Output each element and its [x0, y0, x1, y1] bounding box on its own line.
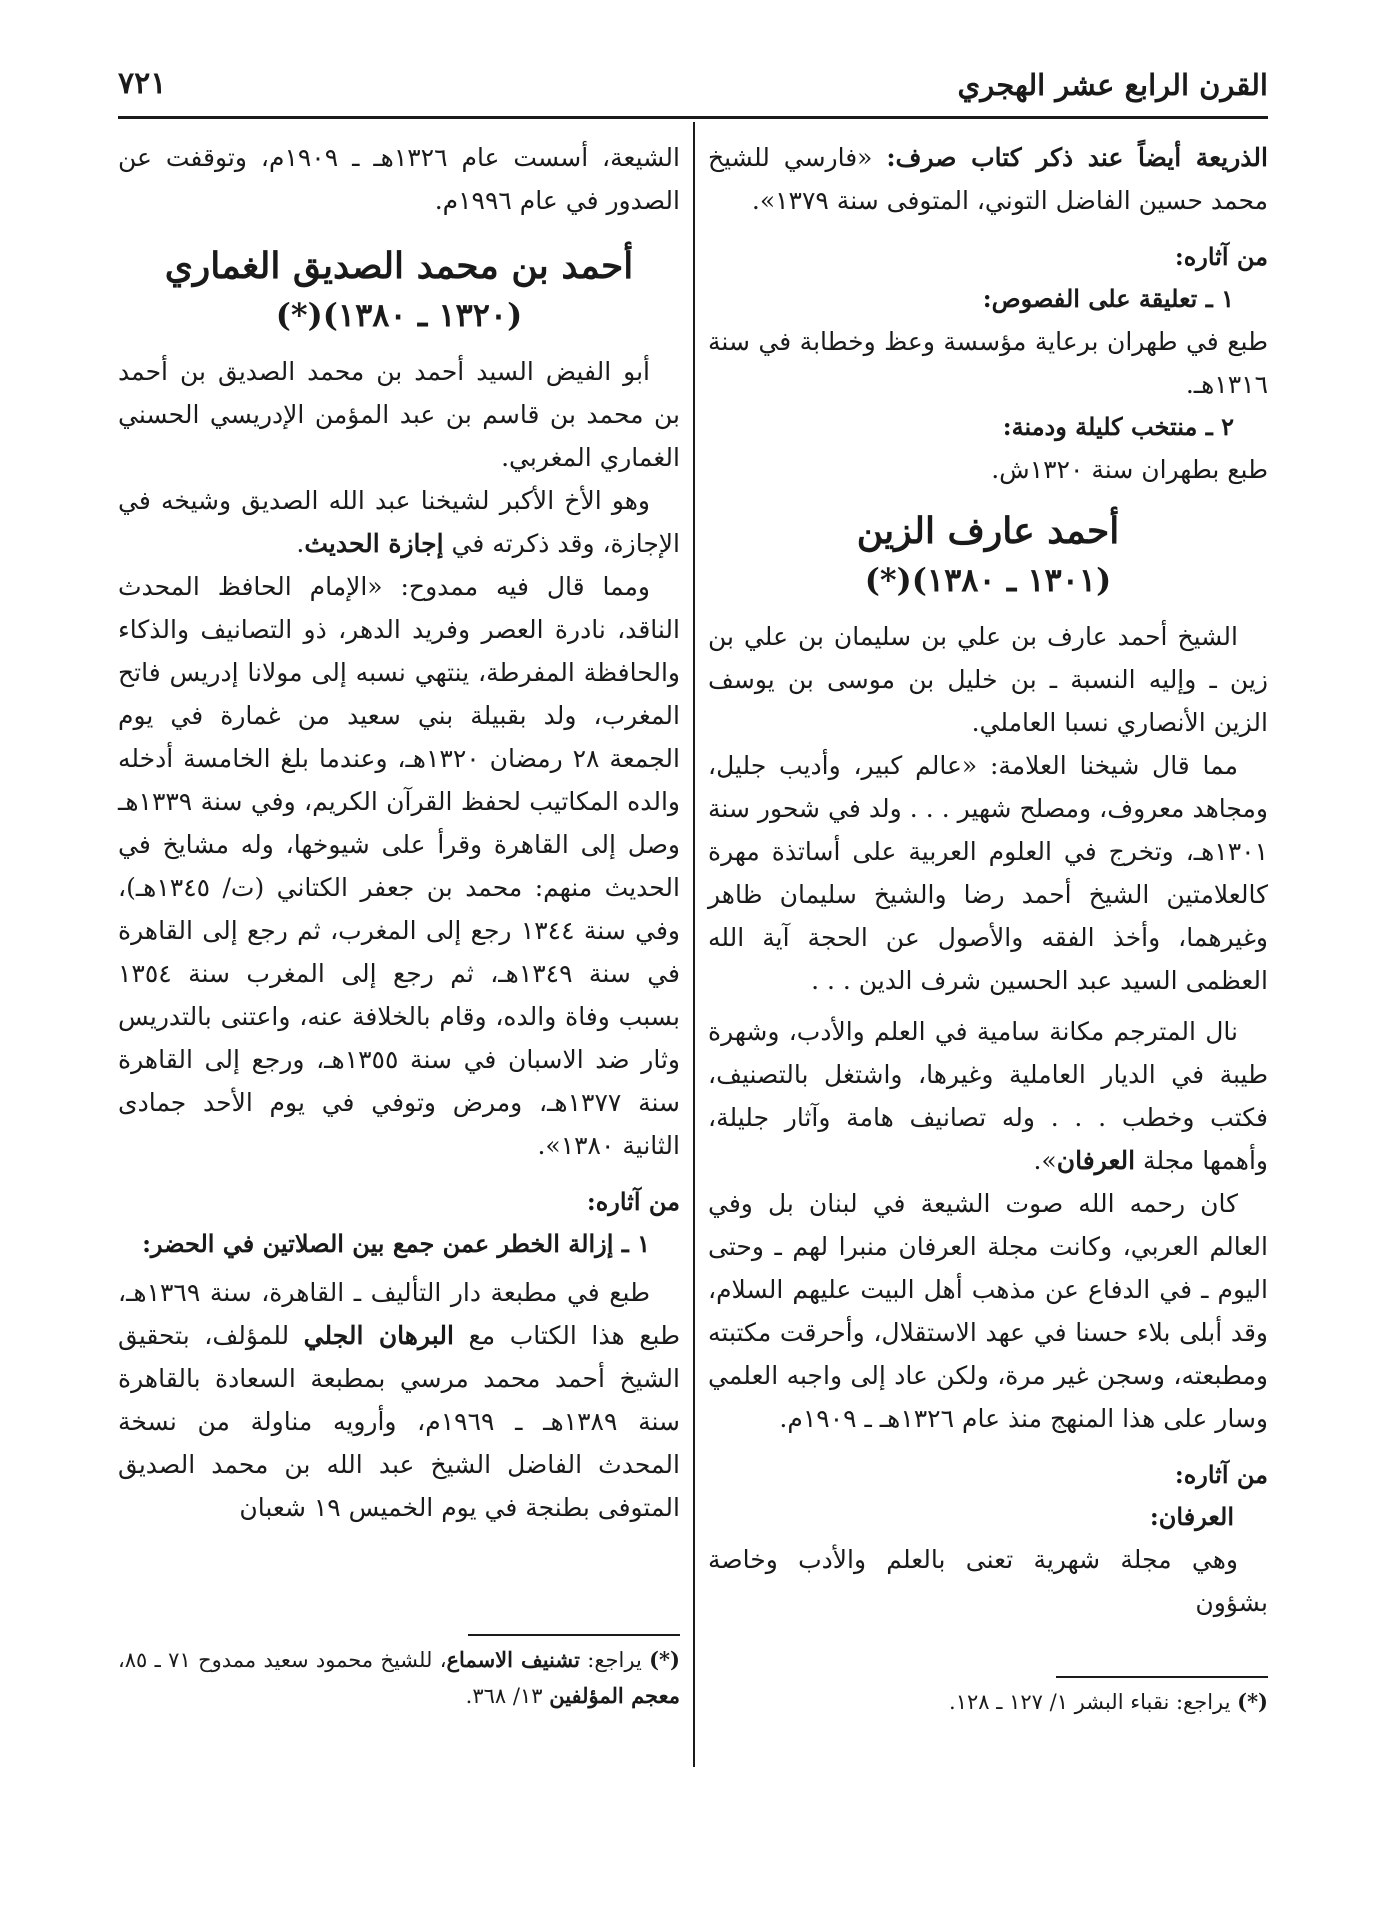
right-column: [708, 136, 1268, 1624]
emphasis: العرفان: [1056, 1146, 1136, 1175]
emphasis: تشنيف الاسماع: [446, 1647, 580, 1672]
bio-paragraph: أبو الفيض السيد أحمد بن محمد الصديق بن أحمد بن محمد بن قاسم بن عبد المؤمن الإدريسي الحسني الغماري المغربي.: [118, 357, 680, 472]
footnote-rule: [468, 1634, 680, 1636]
emphasis: إجازة الحديث: [304, 529, 444, 558]
entry-heading: أحمد بن محمد الصديق الغماري: [164, 245, 634, 287]
entry-heading: أحمد عارف الزين: [856, 510, 1120, 552]
work-body: طبع في طهران برعاية مؤسسة وعظ وخطابة في سنة ١٣١٦هـ.: [708, 327, 1268, 399]
text-run: ، للشيخ محمود سعيد ممدوح ٧١ ـ ٨٥،: [118, 1648, 447, 1672]
bio-paragraph: الشيخ أحمد عارف بن علي بن سليمان بن علي بن زين ـ وإليه النسبة ـ بن خليل بن موسى بن يوسف الزين الأنصاري نسبا العاملي.: [708, 622, 1268, 737]
text-run: .: [296, 529, 305, 558]
intro-rest: «فارسي للشيخ محمد حسين الفاضل التوني، المتوفى سنة ١٣٧٩».: [708, 143, 1268, 215]
continuation-paragraph: الشيعة، أسست عام ١٣٢٦هـ ـ ١٩٠٩م، وتوقفت عن الصدور في عام ١٩٩٦م.: [118, 143, 680, 215]
page-number: ٧٢١: [118, 66, 167, 101]
footnote: [708, 1684, 1268, 1720]
work-body: طبع بطهران سنة ١٣٢٠ش.: [991, 455, 1268, 484]
work-title: ١ ـ تعليقة على الفصوص:: [982, 284, 1234, 313]
column-divider: [693, 122, 695, 1767]
works-label: من آثاره:: [1174, 242, 1268, 271]
text-run: ».: [1033, 1146, 1057, 1175]
emphasis: البرهان الجلي: [303, 1321, 454, 1350]
running-title: القرن الرابع عشر الهجري: [957, 68, 1268, 102]
bio-paragraph: [118, 479, 680, 565]
text-run: طبع في مطبعة دار التأليف ـ القاهرة، سنة ١٣٦٩هـ، طبع هذا الكتاب مع: [118, 1278, 680, 1350]
entry-dates: (١٣٠١ ـ ١٣٨٠)(*): [864, 561, 1112, 599]
text-run: نال المترجم مكانة سامية في العلم والأدب، وشهرة طيبة في الديار العاملية وغيرها، واشتغل بالتصنيف، فكتب وخطب . . . وله تصانيف هامة وآثار جليلة، وأهمها مجلة: [708, 1017, 1268, 1175]
footnote-text: يراجع: نقباء البشر ١/ ١٢٧ ـ ١٢٨.: [949, 1690, 1238, 1714]
bio-paragraph: مما قال شيخنا العلامة: «عالم كبير، وأديب جليل، ومجاهد معروف، ومصلح شهير . . . ولد في شحور سنة ١٣٠١هـ، وتخرج في العلوم العربية على أساتذة مهرة كالعلامتين الشيخ أحمد رضا والشيخ سليمان ظاهر وغيرهما، وأخذ الفقه والأصول عن الحجة آية الله العظمى السيد عبد الحسين شرف الدين . . .: [708, 751, 1268, 995]
work-title: ١ ـ إزالة الخطر عمن جمع بين الصلاتين في الحضر:: [142, 1229, 650, 1258]
text-run: وهو الأخ الأكبر لشيخنا عبد الله الصديق وشيخه في الإجازة، وقد ذكرته في: [118, 486, 680, 558]
header-rule: [118, 116, 1268, 119]
footnote-rule: [1056, 1676, 1268, 1678]
emphasis: معجم المؤلفين: [549, 1683, 680, 1708]
work-body: [118, 1271, 680, 1529]
work-title: العرفان:: [1149, 1502, 1234, 1531]
works-label: من آثاره:: [586, 1187, 680, 1216]
text-run: ١٣/ ٣٦٨.: [465, 1684, 550, 1708]
left-column: [118, 136, 680, 1529]
intro-lead: الذريعة أيضاً عند ذكر كتاب صرف:: [886, 143, 1268, 172]
bio-paragraph: [708, 1010, 1268, 1182]
work-title: ٢ ـ منتخب كليلة ودمنة:: [1002, 412, 1234, 441]
works-label: من آثاره:: [1174, 1460, 1268, 1489]
footnote-mark: (*): [1237, 1689, 1268, 1714]
bio-paragraph: كان رحمه الله صوت الشيعة في لبنان بل وفي العالم العربي، وكانت مجلة العرفان منبرا لهم ـ وحتى اليوم ـ في الدفاع عن مذهب أهل البيت عليهم السلام، وقد أبلى بلاء حسنا في عهد الاستقلال، وأحرقت مكتبته ومطبعته، وسجن غير مرة، ولكن عاد إلى واجبه العلمي وسار على هذا المنهج منذ عام ١٣٢٦هـ ـ ١٩٠٩م.: [708, 1189, 1268, 1433]
text-run: للمؤلف، بتحقيق الشيخ أحمد محمد مرسي بمطبعة السعادة بالقاهرة سنة ١٣٨٩هـ ـ ١٩٦٩م، وأرويه مناولة من نسخة المحدث الفاضل الشيخ عبد الله بن محمد الصديق المتوفى بطنجة في يوم الخميس ١٩ شعبان: [118, 1321, 680, 1522]
bio-paragraph: ومما قال فيه ممدوح: «الإمام الحافظ المحدث الناقد، نادرة العصر وفريد الدهر، ذو التصانيف والذكاء والحافظة المفرطة، ينتهي نسبه إلى مولانا إدريس فاتح المغرب، ولد بقبيلة بني سعيد من غمارة في يوم الجمعة ٢٨ رمضان ١٣٢٠هـ، وعندما بلغ الخامسة أدخله والده المكاتيب لحفظ القرآن الكريم، وفي سنة ١٣٣٩هـ وصل إلى القاهرة وقرأ على شيوخها، وله مشايخ في الحديث منهم: محمد بن جعفر الكتاني (ت/ ١٣٤٥هـ)، وفي سنة ١٣٤٤ رجع إلى المغرب، ثم رجع إلى القاهرة في سنة ١٣٤٩هـ، ثم رجع إلى المغرب سنة ١٣٥٤ بسبب وفاة والده، وقام بالخلافة عنه، واعتنى بالتدريس وثار ضد الاسبان في سنة ١٣٥٥هـ، ورجع إلى القاهرة سنة ١٣٧٧هـ، ومرض وتوفي في يوم الأحد جمادى الثانية ١٣٨٠».: [118, 572, 681, 1160]
entry-dates: (١٣٢٠ ـ ١٣٨٠)(*): [275, 296, 523, 334]
footnote: [118, 1642, 680, 1714]
text-run: يراجع:: [579, 1648, 650, 1672]
work-body: وهي مجلة شهرية تعنى بالعلم والأدب وخاصة بشؤون: [708, 1545, 1268, 1617]
footnote-mark: (*): [649, 1647, 680, 1672]
intro-paragraph: [708, 136, 1268, 222]
page-header: [118, 66, 1268, 112]
